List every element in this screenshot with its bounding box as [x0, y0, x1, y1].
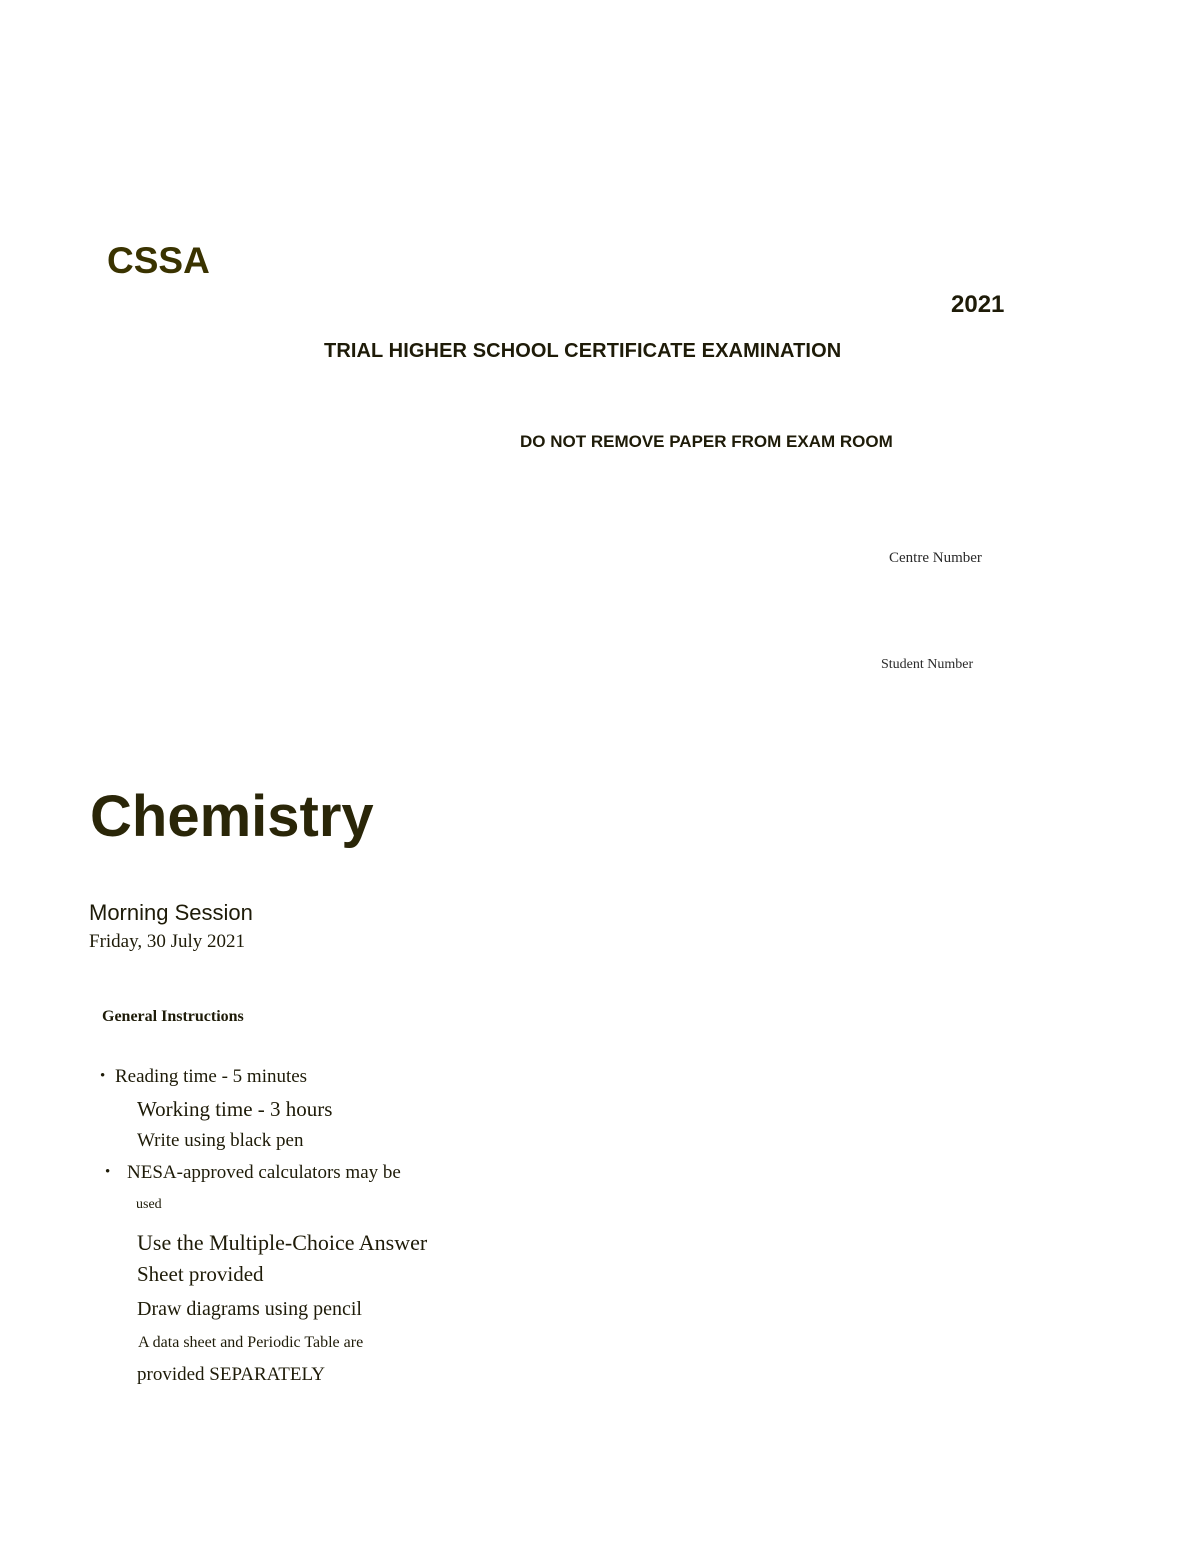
instruction-pen: Write using black pen — [137, 1130, 304, 1151]
instruction-answer-sheet: Use the Multiple-Choice Answer — [137, 1230, 428, 1255]
bullet-icon: • — [105, 1164, 111, 1180]
exam-date: Friday, 30 July 2021 — [89, 931, 246, 952]
exam-title: TRIAL HIGHER SCHOOL CERTIFICATE EXAMINATION — [324, 340, 842, 362]
instruction-data-sheet-cont: provided SEPARATELY — [137, 1364, 325, 1385]
instruction-calculators-cont: used — [136, 1197, 162, 1212]
exam-year: 2021 — [951, 291, 1005, 318]
instruction-diagrams: Draw diagrams using pencil — [137, 1298, 362, 1320]
instruction-working-time: Working time - 3 hours — [137, 1097, 333, 1121]
bullet-icon: • — [100, 1068, 106, 1084]
student-number-label: Student Number — [881, 657, 974, 672]
instruction-calculators: NESA-approved calculators may be — [127, 1162, 401, 1183]
instruction-data-sheet: A data sheet and Periodic Table are — [138, 1334, 364, 1351]
exam-room-notice: DO NOT REMOVE PAPER FROM EXAM ROOM — [520, 432, 893, 451]
instructions-heading: General Instructions — [102, 1008, 244, 1025]
organisation-name: CSSA — [107, 240, 210, 281]
instruction-answer-sheet-cont: Sheet provided — [137, 1262, 264, 1286]
instruction-reading-time: Reading time - 5 minutes — [115, 1066, 308, 1087]
session-label: Morning Session — [89, 900, 253, 925]
centre-number-label: Centre Number — [889, 550, 982, 566]
subject-title: Chemistry — [90, 784, 374, 849]
